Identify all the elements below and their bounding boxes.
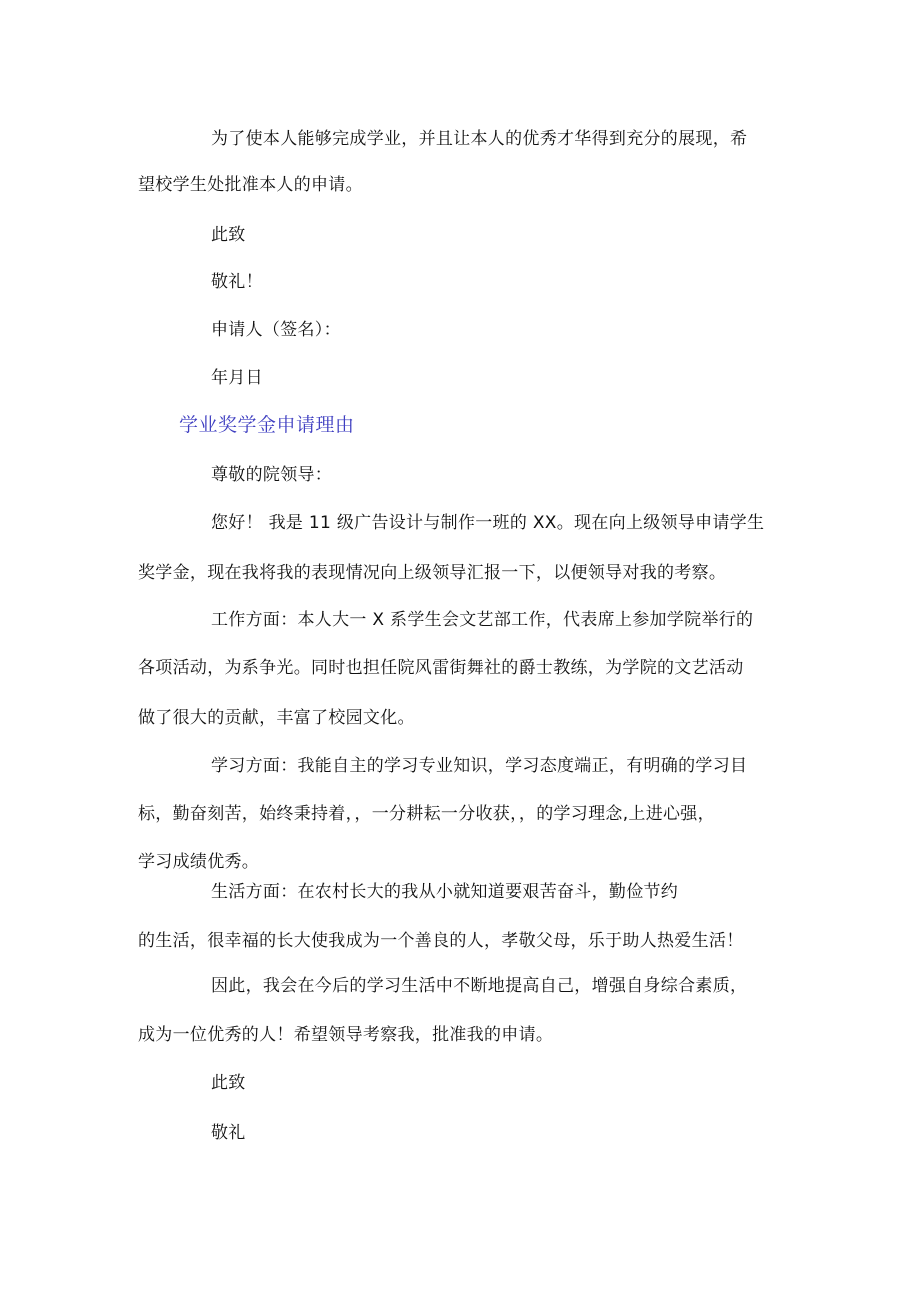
paragraph-line: 因此，我会在今后的学习生活中不断地提高自己，增强自身综合素质， xyxy=(211,976,748,996)
paragraph-line: 学习方面：我能自主的学习专业知识，学习态度端正，有明确的学习目 xyxy=(211,756,748,776)
closing-line: 敬礼！ xyxy=(211,272,263,292)
paragraph-line: 望校学生处批准本人的申请。 xyxy=(138,175,363,195)
paragraph-line: 做了很大的贡献，丰富了校园文化。 xyxy=(138,708,415,728)
paragraph-line: 奖学金，现在我将我的表现情况向上级领导汇报一下，以便领导对我的考察。 xyxy=(138,563,727,583)
signature-line: 申请人（签名）： xyxy=(211,320,341,340)
paragraph-line: 您好！ 我是 11 级广告设计与制作一班的 XX。现在向上级领导申请学生 xyxy=(211,513,765,533)
paragraph-line: 生活方面：在农村长大的我从小就知道要艰苦奋斗，勤俭节约 xyxy=(211,882,679,902)
paragraph-line: 为了使本人能够完成学业，并且让本人的优秀才华得到充分的展现，希 xyxy=(211,129,748,149)
closing-line: 此致 xyxy=(211,225,246,245)
paragraph-line: 工作方面：本人大一 X 系学生会文艺部工作，代表席上参加学院举行的 xyxy=(211,610,754,630)
closing-line: 敬礼 xyxy=(211,1123,246,1143)
closing-line: 此致 xyxy=(211,1073,246,1093)
paragraph-line: 标，勤奋刻苦，始终秉持着，，一分耕耘一分收获，，的学习理念,上进心强， xyxy=(138,804,715,824)
date-line: 年月日 xyxy=(211,368,263,388)
paragraph-line: 的生活，很幸福的长大使我成为一个善良的人，孝敬父母，乐于助人热爱生活！ xyxy=(138,931,744,951)
section-heading: 学业奖学金申请理由 xyxy=(179,414,355,436)
salutation-line: 尊敬的院领导： xyxy=(211,465,333,485)
paragraph-line: 成为一位优秀的人！希望领导考察我，批准我的申请。 xyxy=(138,1025,554,1045)
paragraph-line: 各项活动，为系争光。同时也担任院风雷街舞社的爵士教练，为学院的文艺活动 xyxy=(138,658,744,678)
paragraph-line: 学习成绩优秀。 xyxy=(138,852,260,872)
